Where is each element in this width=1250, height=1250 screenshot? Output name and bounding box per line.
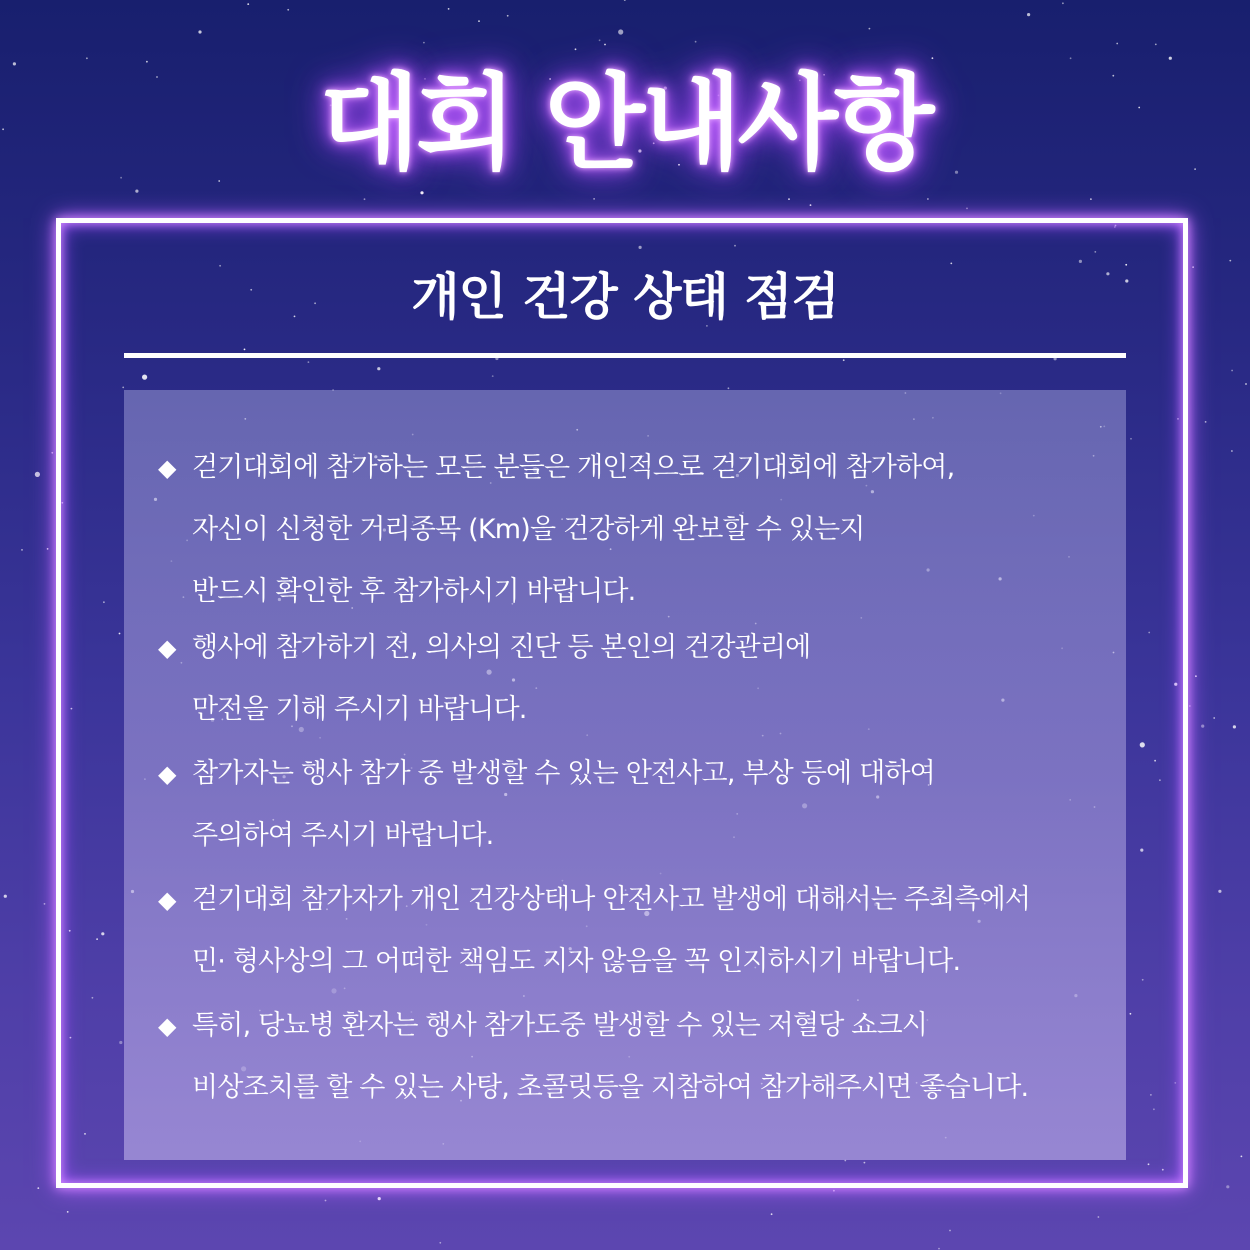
star (1226, 1185, 1229, 1188)
star (51, 452, 53, 454)
diamond-bullet-icon: ◆ (158, 760, 176, 788)
notice-line: 특히, 당뇨병 환자는 행사 참가도중 발생할 수 있는 저혈당 쇼크시 (192, 1010, 928, 1041)
star (1116, 43, 1118, 45)
star (1155, 44, 1157, 46)
star (1201, 725, 1204, 728)
notice-line: 자신이 신청한 거리종목 (Km)을 건강하게 완보할 수 있는지 (192, 514, 865, 545)
notice-line: 민· 형사상의 그 어떠한 책임도 지자 않음을 꼭 인지하시기 바랍니다. (192, 946, 961, 977)
star (448, 8, 450, 10)
star (1090, 198, 1092, 200)
star (771, 1213, 773, 1215)
star (1195, 675, 1197, 677)
section-title: 개인 건강 상태 점검 (411, 268, 839, 326)
star (927, 198, 929, 200)
star (21, 549, 23, 551)
star (247, 3, 249, 5)
notice-item (158, 743, 1098, 867)
notice-item (158, 617, 1098, 741)
notice-item (158, 437, 1098, 623)
notice-line: 걷기대회에 참가하는 모든 분들은 개인적으로 걷기대회에 참가하여, (192, 452, 955, 483)
notice-line: 걷기대회 참가자가 개인 건강상태나 안전사고 발생에 대해서는 주최측에서 (192, 884, 1031, 915)
page-title: 대회 안내사항 (319, 62, 931, 184)
star (287, 9, 289, 11)
notice-line: 참가자는 행사 참가 중 발생할 수 있는 안전사고, 부상 등에 대하여 (192, 758, 935, 789)
notice-line: 만전을 기해 주시기 바랍니다. (192, 694, 527, 725)
star (1218, 890, 1221, 893)
notice-item (158, 869, 1098, 993)
star (423, 42, 425, 44)
star (364, 198, 366, 200)
star (1098, 1216, 1100, 1218)
star (1233, 725, 1236, 728)
star (35, 472, 40, 477)
star (325, 1200, 327, 1202)
diamond-bullet-icon: ◆ (158, 1012, 176, 1040)
star (37, 1187, 39, 1189)
diamond-bullet-icon: ◆ (158, 886, 176, 914)
diamond-bullet-icon: ◆ (158, 634, 176, 662)
star (67, 1211, 69, 1213)
notice-line: 반드시 확인한 후 참가하시기 바랍니다. (192, 576, 636, 607)
star (575, 48, 577, 50)
star (135, 190, 138, 193)
notice-line: 행사에 참가하기 전, 의사의 진단 등 본인의 건강관리에 (192, 632, 811, 663)
star (1189, 705, 1191, 707)
star (938, 1248, 940, 1250)
star (618, 29, 623, 34)
star (44, 903, 46, 905)
star (198, 30, 201, 33)
star (810, 204, 812, 206)
star (624, 0, 626, 1)
star (507, 15, 509, 17)
star (833, 1190, 835, 1192)
star (1231, 370, 1233, 372)
star (478, 20, 480, 22)
star (420, 191, 423, 194)
star (1245, 383, 1247, 385)
star (378, 1197, 381, 1200)
star (788, 198, 790, 200)
star (439, 1242, 441, 1244)
star (1062, 2, 1064, 4)
star (1027, 13, 1030, 16)
star (1231, 450, 1233, 452)
star (599, 39, 601, 41)
star (695, 41, 697, 43)
star (47, 548, 49, 550)
star (4, 895, 7, 898)
notice-item (158, 995, 1098, 1119)
star (869, 28, 871, 30)
notice-line: 비상조치를 할 수 있는 사탕, 초콜릿등을 지참하여 참가해주시면 좋습니다. (192, 1072, 1029, 1103)
diamond-bullet-icon: ◆ (158, 454, 176, 482)
star (604, 44, 606, 46)
star (1205, 421, 1207, 423)
star (949, 1230, 951, 1232)
title-divider (124, 353, 1126, 358)
star (966, 208, 968, 210)
star (593, 198, 595, 200)
notice-line: 주의하여 주시기 바랍니다. (192, 820, 494, 851)
star (1213, 717, 1215, 719)
star (1241, 1156, 1243, 1158)
